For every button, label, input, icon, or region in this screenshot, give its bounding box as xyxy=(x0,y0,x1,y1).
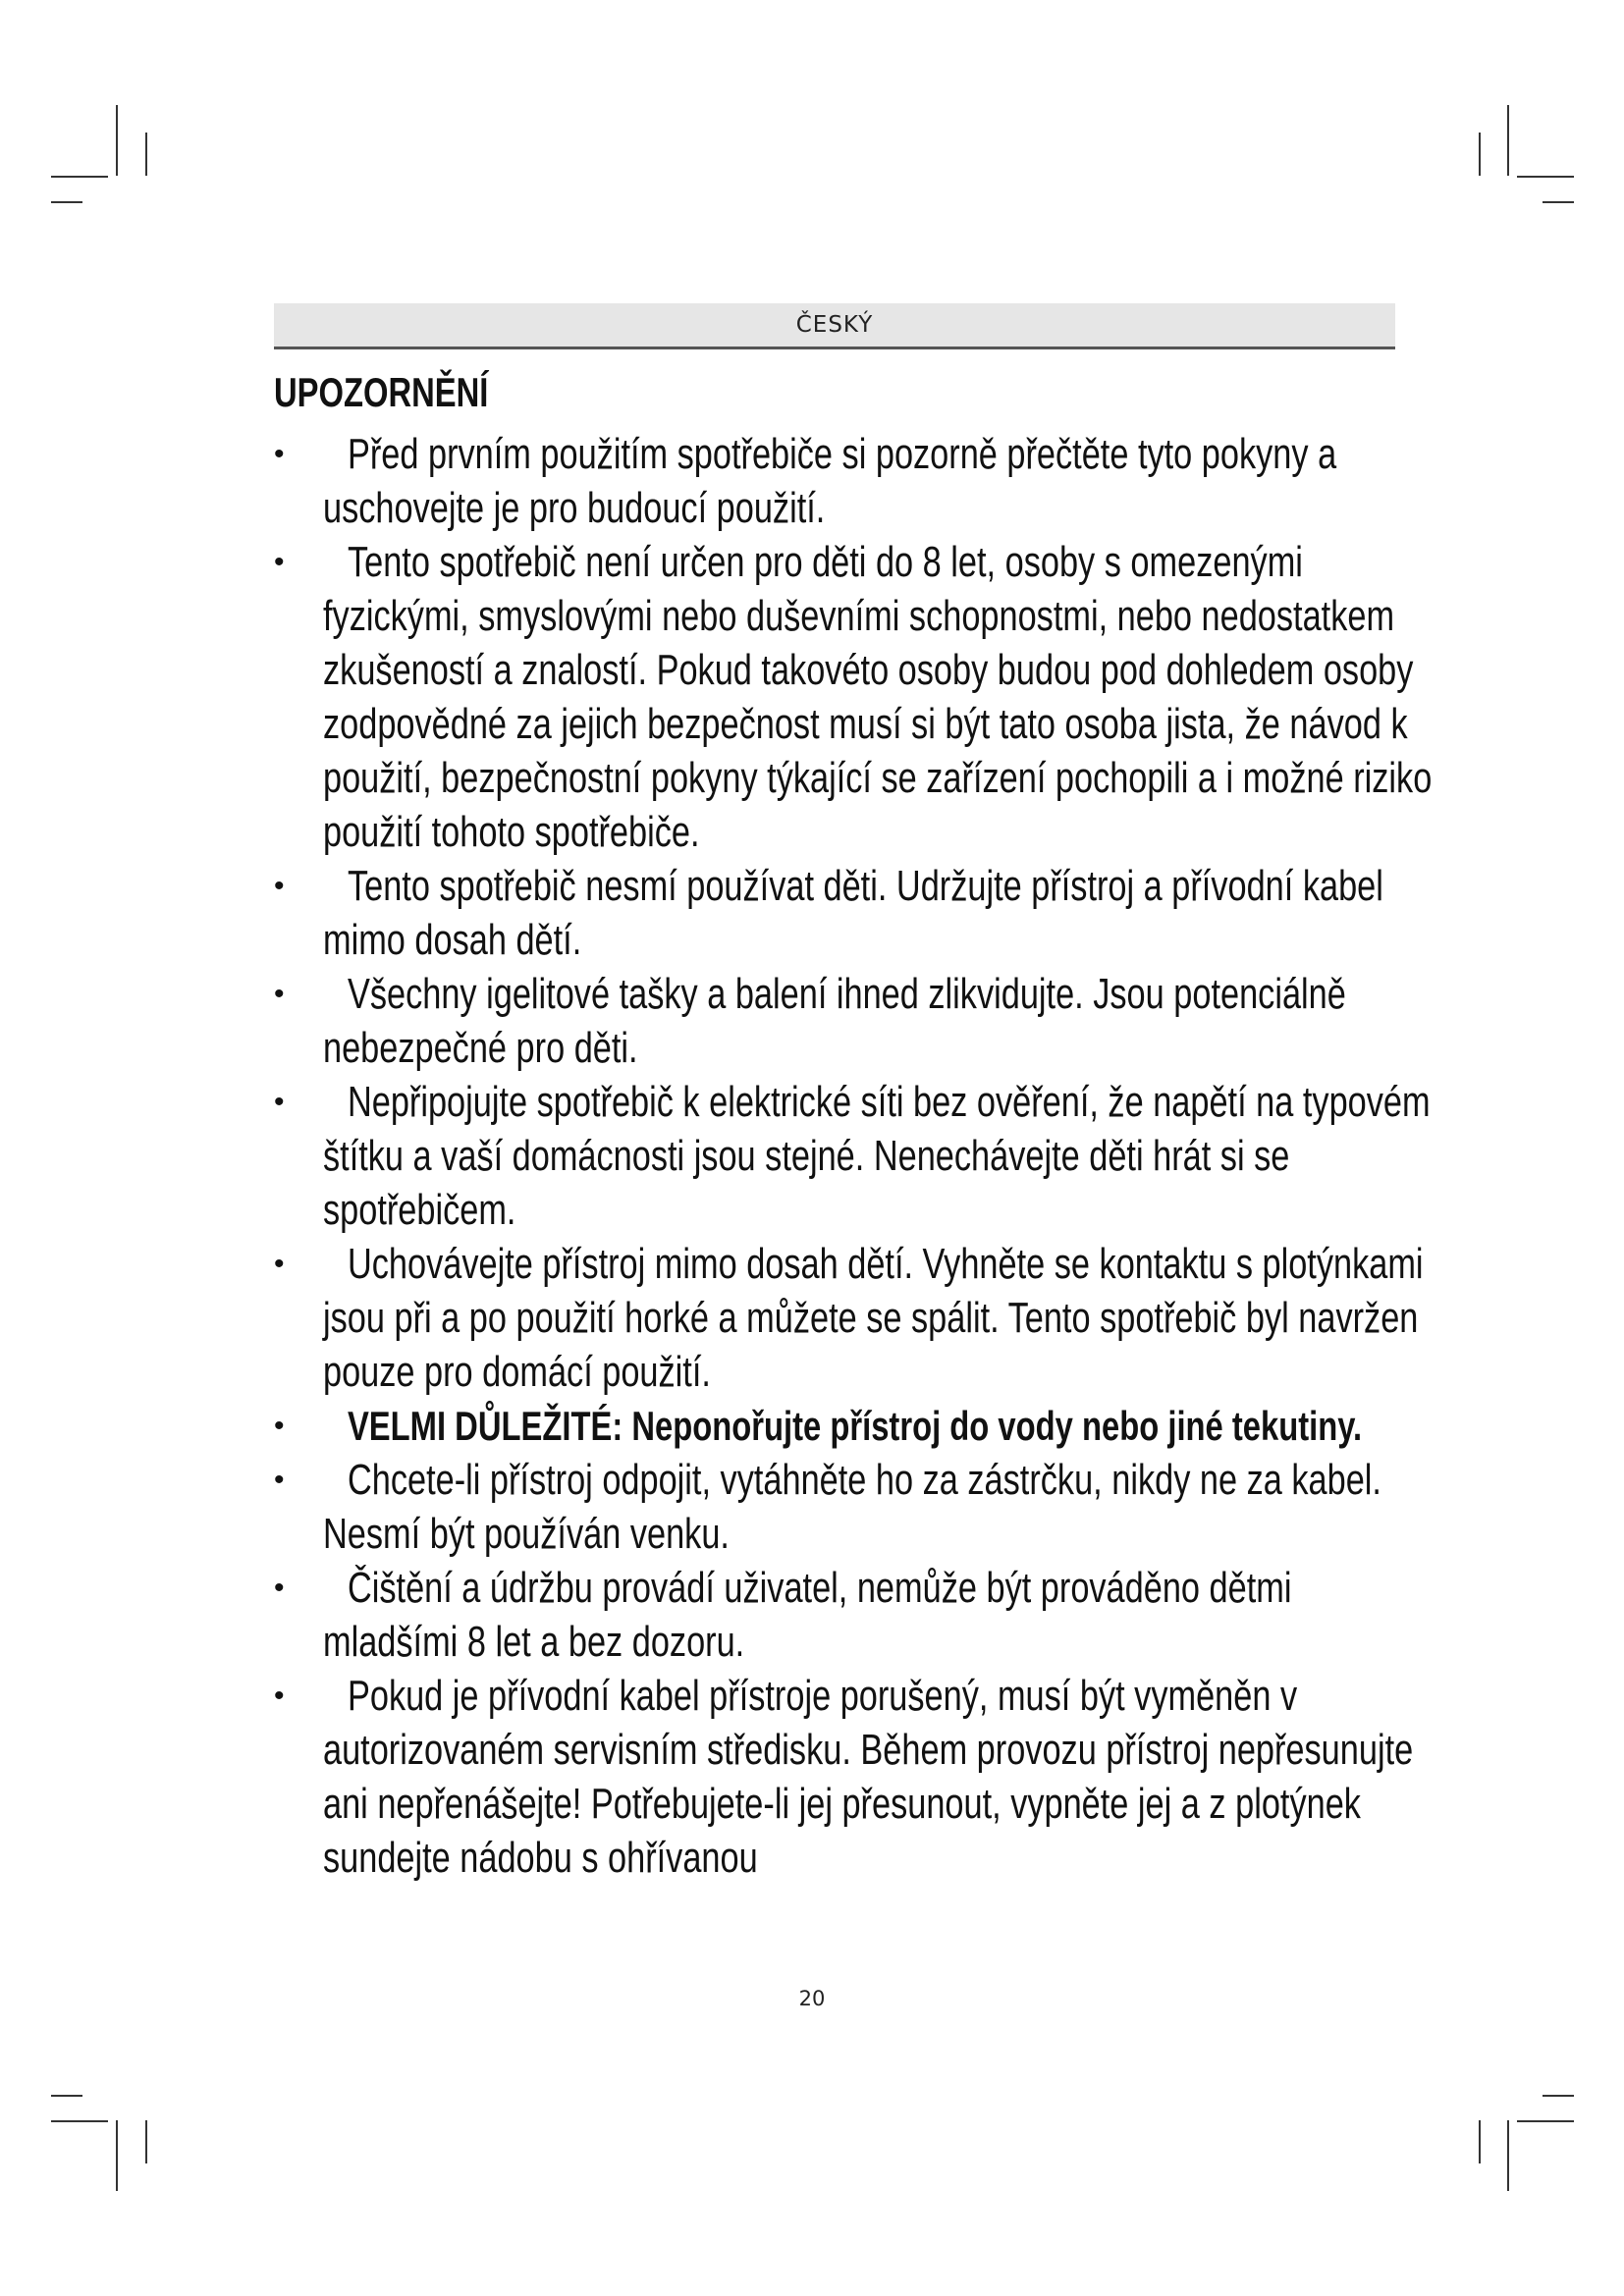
bullet-icon: • xyxy=(274,1410,285,1442)
bullet-icon: • xyxy=(274,438,285,470)
warning-item xyxy=(274,967,1442,1075)
warning-item xyxy=(274,1075,1442,1237)
warning-text: Tento spotřebič nesmí používat děti. Udržujte přístroj a přívodní kabel mimo dosah dětí. xyxy=(323,862,1383,964)
language-label: ČESKÝ xyxy=(795,312,874,338)
warning-text: Uchovávejte přístroj mimo dosah dětí. Vyhněte se kontaktu s plotýnkami jsou při a po použití horké a můžete se spálit. Tento spotřebič byl navržen pouze pro domácí použití. xyxy=(323,1240,1424,1396)
warning-item xyxy=(274,859,1442,967)
bullet-icon: • xyxy=(274,1086,285,1118)
bullet-icon: • xyxy=(274,546,285,578)
bullet-icon: • xyxy=(274,1572,285,1604)
section-title: UPOZORNĚNÍ xyxy=(274,369,489,415)
warning-item xyxy=(274,1453,1442,1561)
warning-text: Před prvním použitím spotřebiče si pozorně přečtěte tyto pokyny a uschovejte je pro budoucí použití. xyxy=(323,430,1337,532)
warning-item-important xyxy=(274,1399,1442,1453)
warning-text: Pokud je přívodní kabel přístroje porušený, musí být vyměněn v autorizovaném servisním středisku. Během provozu přístroj nepřesunujte ani nepřenášejte! Potřebujete-li jej přesunout, vypněte jej a z plotýnek sundejte nádobu s ohřívanou xyxy=(323,1672,1414,1882)
warning-text: VELMI DŮLEŽITÉ: Neponořujte přístroj do vody nebo jiné tekutiny. xyxy=(347,1403,1363,1449)
warning-text: Tento spotřebič není určen pro děti do 8 let, osoby s omezenými fyzickými, smyslovými nebo duševními schopnostmi, nebo nedostatkem zkušeností a znalostí. Pokud takovéto osoby budou pod dohledem osoby zodpovědné za jejich bezpečnost musí si být tato osoba jista, že návod k použití, bezpečnostní pokyny týkající se zařízení pochopili a i možné riziko použití tohoto spotřebiče. xyxy=(323,538,1433,856)
bullet-icon: • xyxy=(274,1248,285,1280)
bullet-icon: • xyxy=(274,978,285,1010)
warning-text: Čištění a údržbu provádí uživatel, nemůže být prováděno dětmi mladšími 8 let a bez dozoru. xyxy=(323,1564,1292,1666)
bullet-icon: • xyxy=(274,870,285,902)
language-header xyxy=(274,303,1395,349)
warning-item xyxy=(274,535,1442,859)
warning-item xyxy=(274,427,1442,535)
warning-text: Všechny igelitové tašky a balení ihned zlikvidujte. Jsou potenciálně nebezpečné pro děti. xyxy=(323,970,1346,1072)
bullet-icon: • xyxy=(274,1464,285,1496)
bullet-icon: • xyxy=(274,1680,285,1712)
warning-item xyxy=(274,1561,1442,1669)
page-number: 20 xyxy=(798,1987,826,2010)
warning-text: Nepřipojujte spotřebič k elektrické síti bez ověření, že napětí na typovém štítku a vaší domácnosti jsou stejné. Nenechávejte děti hrát si se spotřebičem. xyxy=(323,1078,1431,1234)
warnings-list xyxy=(274,427,1442,1885)
warning-item xyxy=(274,1669,1442,1885)
warning-text: Chcete-li přístroj odpojit, vytáhněte ho za zástrčku, nikdy ne za kabel. Nesmí být používán venku. xyxy=(323,1456,1381,1558)
warning-item xyxy=(274,1237,1442,1399)
